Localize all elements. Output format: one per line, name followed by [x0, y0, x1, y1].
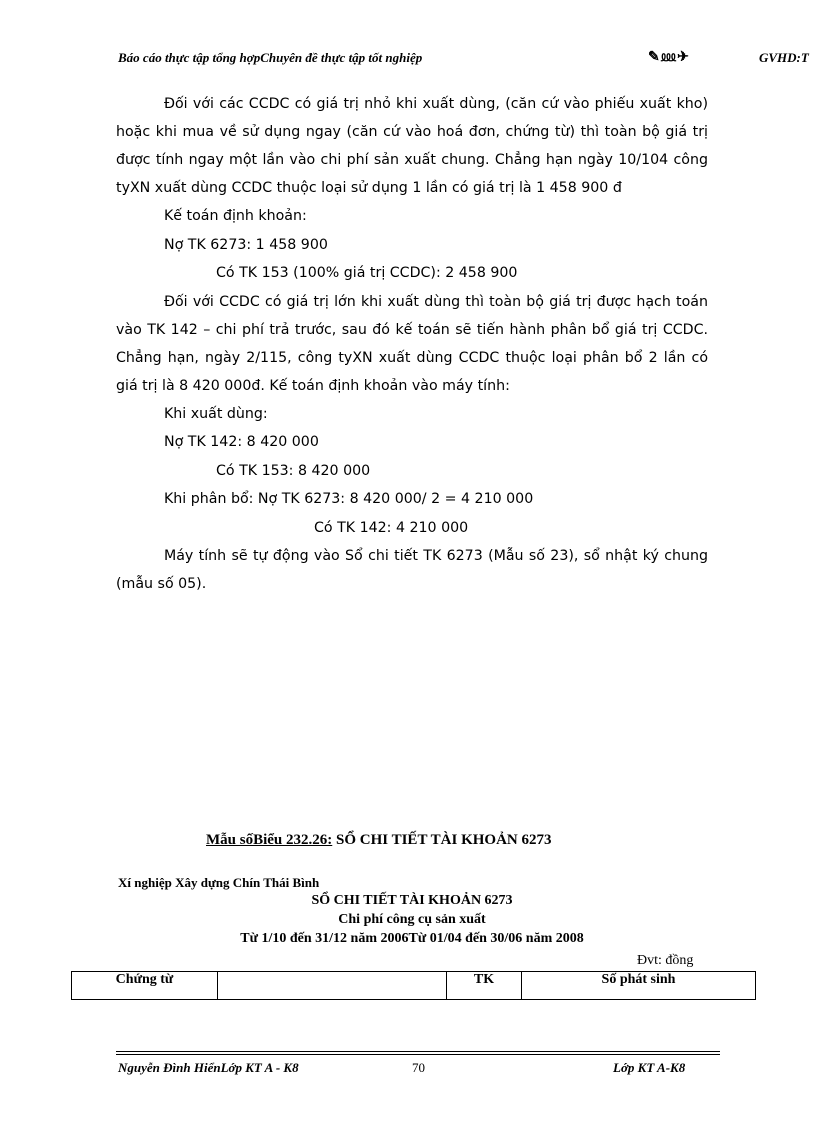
footer-author: Nguyễn Đình HiểnLớp KT A - K8 [118, 1060, 299, 1075]
footer-rule-top [116, 1051, 720, 1052]
ledger-title: SỔ CHI TIẾT TÀI KHOẢN 6273 [311, 893, 513, 908]
line-co-153-b: Có TK 153: 8 420 000 [216, 462, 371, 479]
line-ke-toan: Kế toán định khoản: [164, 208, 307, 224]
paragraph-3: Máy tính sẽ tự động vào Sổ chi tiết TK 6273 (Mẫu số 23), sổ nhật ký chung (mẫu số 05). [116, 548, 708, 592]
col-chung-tu: Chứng từ [72, 972, 218, 1000]
ledger-period: Từ 1/10 đến 31/12 năm 2006Từ 01/04 đến 30/06 năm 2008 [240, 931, 584, 946]
col-so-phat-sinh: Số phát sinh [522, 972, 756, 1000]
header-left-title: Báo cáo thực tập tổng hợpChuyên đề thực tập tốt nghiệp [118, 50, 423, 65]
paragraph-1: Đối với các CCDC có giá trị nhỏ khi xuất dùng, (căn cứ vào phiếu xuất kho) hoặc khi mua về sử dụng ngay (căn cứ vào hoá đơn, chứng từ) thì toàn bộ giá trị được tính ngay một lần vào chi phí sản xuất chung. Chẳng hạn ngày 10/104 công tyXN xuất dùng CCDC thuộc loại sử dụng 1 lần có giá trị là 1 458 900 đ [116, 96, 708, 196]
company-name: Xí nghiệp Xây dựng Chín Thái Bình [118, 875, 320, 890]
body-text [116, 90, 708, 598]
currency-unit: Đvt: đồng [637, 953, 694, 968]
ledger-table [71, 971, 756, 1000]
line-co-142: Có TK 142: 4 210 000 [314, 519, 469, 536]
line-phan-bo: Khi phân bổ: Nợ TK 6273: 8 420 000/ 2 = 4 210 000 [164, 491, 534, 507]
line-no-6273: Nợ TK 6273: 1 458 900 [164, 236, 328, 253]
line-co-153-a: Có TK 153 (100% giá trị CCDC): 2 458 900 [216, 265, 518, 281]
col-tk: TK [447, 972, 522, 1000]
form-title [206, 832, 552, 849]
footer-class: Lớp KT A-K8 [613, 1060, 686, 1075]
line-khi-xuat: Khi xuất dùng: [164, 405, 268, 422]
ledger-subtitle: Chi phí công cụ sản xuất [338, 912, 486, 927]
ledger-header-row [72, 972, 756, 1000]
footer-rule-bottom [116, 1054, 720, 1055]
header-right-advisor: GVHD:T [759, 50, 809, 65]
header-ornament-icon: ✎ ⅏ ✈ [648, 50, 688, 65]
page-number: 70 [412, 1060, 425, 1075]
paragraph-2: Đối với CCDC có giá trị lớn khi xuất dùng thì toàn bộ giá trị được hạch toán vào TK 142 – chi phí trả trước, sau đó kế toán sẽ tiến hành phân bổ giá trị CCDC. Chẳng hạn, ngày 2/115, công tyXN xuất dùng CCDC thuộc loại phân bổ 2 lần có giá trị là 8 420 000đ. Kế toán định khoản vào máy tính: [116, 293, 708, 394]
col-dien-giai [218, 972, 447, 1000]
form-title-label: Mẫu sốBiểu 232.26: [206, 832, 333, 848]
line-no-142: Nợ TK 142: 8 420 000 [164, 434, 319, 450]
form-title-text: SỔ CHI TIẾT TÀI KHOẢN 6273 [332, 832, 552, 848]
